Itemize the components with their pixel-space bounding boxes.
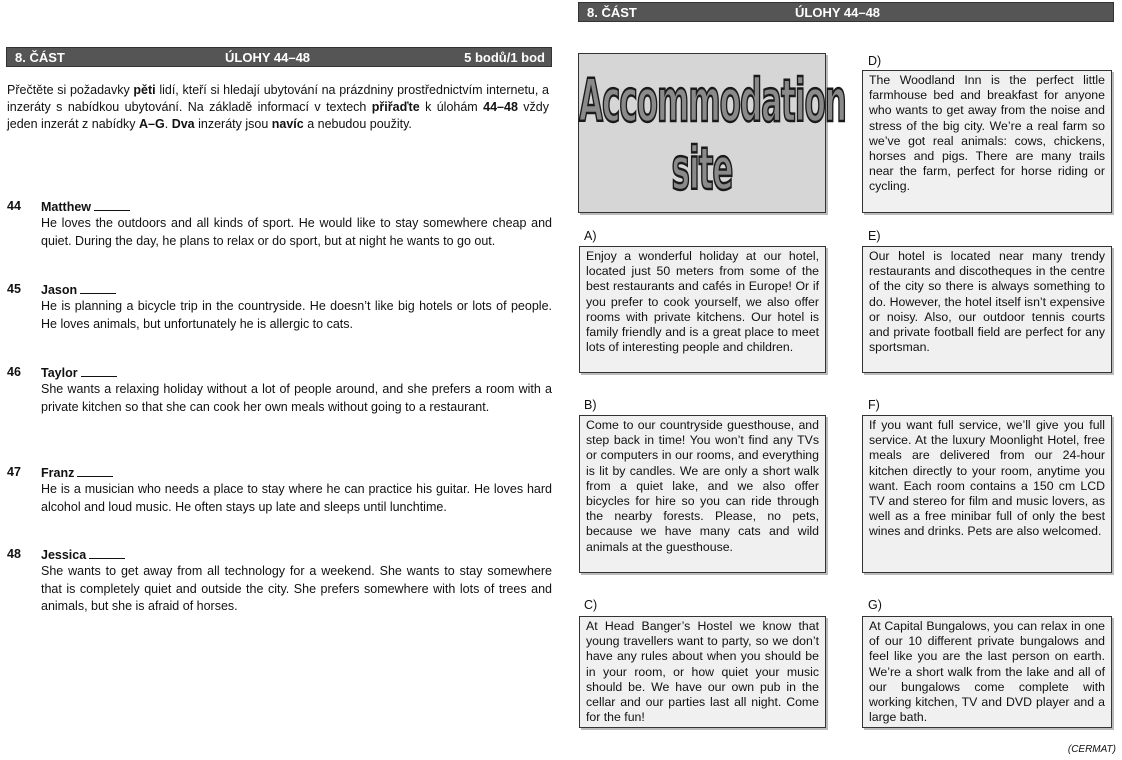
answer-blank[interactable] [81, 364, 117, 377]
intro-text-7: a nebudou použity. [303, 117, 412, 131]
ad-label-b: B) [584, 398, 597, 412]
left-points: 5 bodů/1 bod [464, 50, 545, 65]
intro-text-1: Přečtěte si požadavky [7, 83, 134, 97]
intro-text-2: lidí, kteří si hledají ubytování na prázdniny prostřednictvím internetu, a inzeráty s nabídkou ubytování. Na základě informací v textech [7, 83, 549, 114]
answer-blank[interactable] [77, 464, 113, 477]
ad-c: At Head Banger’s Hostel we know that young travellers want to party, so we don’t have any rules about when you should be in your room, or how quiet your music should be. We have our own pub in the cellar and our parties last all night. Come for the fun! [579, 616, 826, 728]
task-person [41, 546, 125, 565]
task-description: She wants a relaxing holiday without a lot of people around, and she prefers a room with a private kitchen so that she can cook her own meals without going to a restaurant. [41, 382, 552, 414]
task-number: 45 [7, 282, 21, 296]
intro-text-3: k úlohám [419, 100, 484, 114]
task-description: He is a musician who needs a place to stay where he can practice his guitar. He loves hard alcohol and loud music. He often stays up late and sleeps until lunchtime. [41, 482, 552, 514]
intro-bold-6: navíc [271, 117, 304, 131]
instructions [7, 82, 549, 133]
task-description: He is planning a bicycle trip in the countryside. He doesn’t like big hotels or lots of people. He loves animals, but unfortunately he is allergic to cats. [41, 299, 552, 331]
person-name: Taylor [41, 366, 78, 380]
ad-label-e: E) [868, 229, 881, 243]
right-tasks-range: ÚLOHY 44–48 [795, 5, 881, 20]
person-name: Jason [41, 283, 78, 297]
task-person [41, 281, 116, 300]
ad-a: Enjoy a wonderful holiday at our hotel, located just 50 meters from some of the best restaurants and cafés in Europe! Or if you prefer to cook yourself, we also offer rooms with private kitchens. Our hotel is family friendly and is a great place to meet lots of interesting people and children. [579, 246, 826, 373]
ad-f: If you want full service, we’ll give you full service. At the luxury Moonlight Hotel, free meals are delivered from our 24-hour kitchen directly to your room, anytime you want. Each room contains a 150 cm LCD TV and stereo for film and music lovers, as well as a free minibar full of only the best wines and drinks. Pets are also welcomed. [862, 415, 1112, 573]
task-person [41, 364, 117, 383]
task-number: 46 [7, 365, 21, 379]
ad-label-c: C) [584, 598, 598, 612]
task-number: 47 [7, 465, 21, 479]
right-section-title: 8. ČÁST [587, 5, 637, 20]
ad-label-g: G) [868, 598, 882, 612]
intro-text-5: . [164, 117, 172, 131]
task-description: She wants to get away from all technology for a weekend. She wants to stay somewhere that is completely quiet and outside the city. She prefers somewhere with lots of trees and animals, but she is afraid of horses. [41, 564, 552, 613]
intro-bold-3: 44–48 [483, 100, 518, 114]
task-person [41, 198, 130, 217]
ad-label-a: A) [584, 229, 597, 243]
answer-blank[interactable] [89, 546, 125, 559]
task-person [41, 464, 113, 483]
intro-bold-2: přiřaďte [371, 100, 420, 114]
answer-blank[interactable] [94, 198, 130, 211]
ad-e: Our hotel is located near many trendy restaurants and discotheques in the centre of the city so there is always something to do. However, the hotel itself isn’t expensive or noisy. Also, our outdoor tennis courts and private football field are perfect for any sportsman. [862, 246, 1112, 373]
right-section-header [578, 2, 1114, 22]
left-section-header [6, 47, 552, 67]
banner-title: Accommodation site [579, 67, 846, 205]
answer-blank[interactable] [80, 281, 116, 294]
person-name: Matthew [41, 200, 91, 214]
intro-bold-5: Dva [171, 117, 195, 131]
ad-label-f: F) [868, 398, 880, 412]
task-number: 48 [7, 547, 21, 561]
left-tasks-range: ÚLOHY 44–48 [225, 50, 311, 65]
person-name: Franz [41, 466, 75, 480]
ad-label-d: D) [868, 54, 882, 68]
intro-bold-1: pěti [133, 83, 156, 97]
ad-d: The Woodland Inn is the perfect little farmhouse bed and breakfast for anyone who wants to get away from the noise and stress of the big city. We’re a real farm so we’ve got real animals: cows, chickens, horses and pigs. There are many trails near the farm, perfect for horse riding or cycling. [862, 70, 1112, 213]
person-name: Jessica [41, 548, 87, 562]
ad-g: At Capital Bungalows, you can relax in one of our 10 different private bungalows and feel like you are the last person on earth. We’re a short walk from the lake and all of our bungalows come complete with working kitchen, TV and DVD player and a large bath. [862, 616, 1112, 728]
intro-text-6: inzeráty jsou [194, 117, 272, 131]
task-description: He loves the outdoors and all kinds of sport. He would like to stay somewhere cheap and quiet. During the day, he plans to relax or do sport, but at night he wants to go out. [41, 216, 552, 248]
source-credit: (CERMAT) [1067, 744, 1116, 755]
task-number: 44 [7, 199, 21, 213]
ad-b: Come to our countryside guesthouse, and step back in time! You won’t find any TVs or computers in our rooms, and everything is lit by candles. We are only a short walk from a quiet lake, and we also offer bicycles for hire so you can ride through the nearby forests. Please, no pets, because we have many cats and wild animals at the guesthouse. [579, 415, 826, 573]
intro-text-4: vždy jeden inzerát z nabídky [7, 100, 550, 131]
intro-bold-4: A–G [139, 117, 165, 131]
accommodation-site-banner [578, 53, 846, 213]
left-section-title: 8. ČÁST [15, 50, 65, 65]
